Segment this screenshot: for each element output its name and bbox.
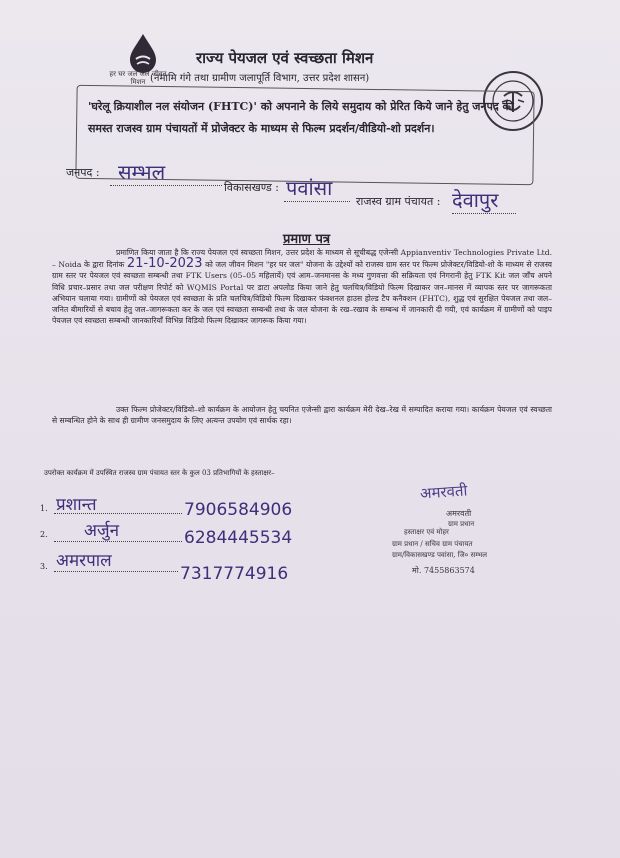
stamp-phone: मो. 7455863574 [412, 566, 475, 575]
participant-1-name: प्रशान्त [56, 495, 97, 515]
stamp-line-3: ग्राम प्रधान / सचिव ग्राम पंचायत [392, 540, 473, 548]
district-label: जनपद : [66, 166, 100, 179]
participant-1-number: 1. [40, 504, 48, 513]
district-value: सम्भल [118, 160, 166, 184]
block-dotted-line [284, 200, 350, 202]
participant-3-number: 3. [40, 562, 48, 571]
body-para2-text: उक्त फिल्म प्रोजेक्टर/विडियो–शो कार्यक्रम के आयोजन हेतु चयनित एजेन्सी द्वारा कार्यक्रम मेरी देख–रेख में सम्पादित कराया गया। कार्यक्रम पेयजल एवं स्वच्छता से सम्बन्धित होने के साथ ही ग्रामीण जनसमुदाय के लिए अत्यन्त उपयोग एवं सार्थक रहा। [52, 405, 552, 426]
participant-2-phone: 6284445534 [184, 528, 293, 548]
district-dotted-line [110, 184, 222, 186]
body-part1: प्रमाणित किया जाता है कि राज्य पेयजल एवं स्वच्छता मिशन, उत्तर प्रदेश के माध्यम से सूचीबद्ध एजेन्सी Appianventiv Technologies Private Ltd. – Noida के द्वारा दिनांक [52, 248, 552, 270]
event-date: 21-10-2023 [126, 256, 203, 272]
logo-caption: हर घर जल जल जीवन मिशन [109, 70, 167, 86]
participant-3-phone: 7317774916 [180, 564, 289, 584]
participant-2-number: 2. [40, 530, 48, 539]
panchayat-dotted-line [452, 212, 516, 214]
certificate-title: प्रमाण पत्र [283, 232, 331, 247]
participant-2-line [54, 540, 182, 542]
pradhan-signature: अमरवती [419, 481, 468, 503]
participant-3-line [54, 570, 178, 572]
certificate-body-para2 [52, 404, 552, 426]
panchayat-value: देवापुर [452, 188, 499, 212]
panchayat-label: राजस्व ग्राम पंचायत : [356, 195, 441, 208]
participant-3-name: अमरपाल [56, 551, 112, 571]
body-part2: को जल जीवन मिशन "हर घर जल" योजना के उद्देश्यों को राजस्व ग्राम स्तर पर फिल्म प्रोजेक्टर/विडियो-शो के माध्यम से राजस्व ग्राम स्तर पर पेयजल एवं स्वच्छता सम्बन्धी तथा FTK Users (05–05 महिलायें) एवं आम–जनमानस के मध्य गुणवत्ता की सक्रियता एवं निगरानी हेतु FTK Kit जल जाँच अपने विधि प्रचार–प्रसार तथा जल परीक्षण रिपोर्ट को WQMIS Portal पर डाटा अपलोड किया जाने हेतु चलचित्र/विडियो फिल्म दिखाकर जन–मानस में व्यापक स्तर पर जागरूकता अभियान चलाया गया। ग्रामीणों को पेयजल एवं स्वच्छता के प्रति चलचित्र/विडियो फिल्म दिखाकर फंक्शनल हाउस होल्ड टैप कनैक्शन (FHTC), शुद्ध एवं सुरक्षित पेयजल तथा जल–जनित बीमारियों से बचाव हेतु जल–जागरूकता कर के जल एवं स्वच्छता सम्बन्धी तथा के जल योजना के रख–रखाव के सम्बन्ध में जानकारी दी गयी, एवं कार्यक्रम में ग्रामीणों को पाइप पेयजल एवं स्वच्छता सम्बन्धी जानकारियाँ विभिन्न विडियो फिल्म दिखाकर जागरूक किया गया। [52, 260, 552, 326]
participant-1-line [54, 512, 182, 514]
block-value: पवांसा [286, 176, 333, 200]
block-label: विकासखण्ड : [224, 181, 280, 194]
stamp-line-4: ग्राम/विकासखण्ड पवांसा, जि० सम्भल [392, 551, 487, 559]
org-subtitle: (नमामि गंगे तथा ग्रामीण जलापूर्ति विभाग, उत्तर प्रदेश शासन) [150, 73, 370, 84]
participant-1-phone: 7906584906 [184, 500, 293, 520]
org-title: राज्य पेयजल एवं स्वच्छता मिशन [196, 49, 374, 67]
pradhan-name: अमरवती [446, 509, 472, 518]
participants-note: उपरोक्त कार्यक्रम में उपस्थित राजस्व ग्राम पंचायत स्तर के कुल 03 प्रतिभागियों के हस्ताक्षर– [44, 469, 275, 477]
participant-2-name: अर्जुन [84, 521, 120, 541]
certificate-body [52, 247, 552, 326]
stamp-line-2: ग्राम प्रधान [448, 520, 475, 528]
subject-banner-text: 'घरेलू क्रियाशील नल संयोजन (FHTC)' को अपनाने के लिये समुदाय को प्रेरित किये जाने हेतु जनपद की समस्त राजस्व ग्राम पंचायतों में प्रोजेक्टर के माध्यम से फिल्म प्रदर्शन/वीडियो-शो प्रदर्शन। [88, 100, 514, 135]
stamp-line-1: हस्ताक्षर एवं मोहर [404, 528, 449, 536]
